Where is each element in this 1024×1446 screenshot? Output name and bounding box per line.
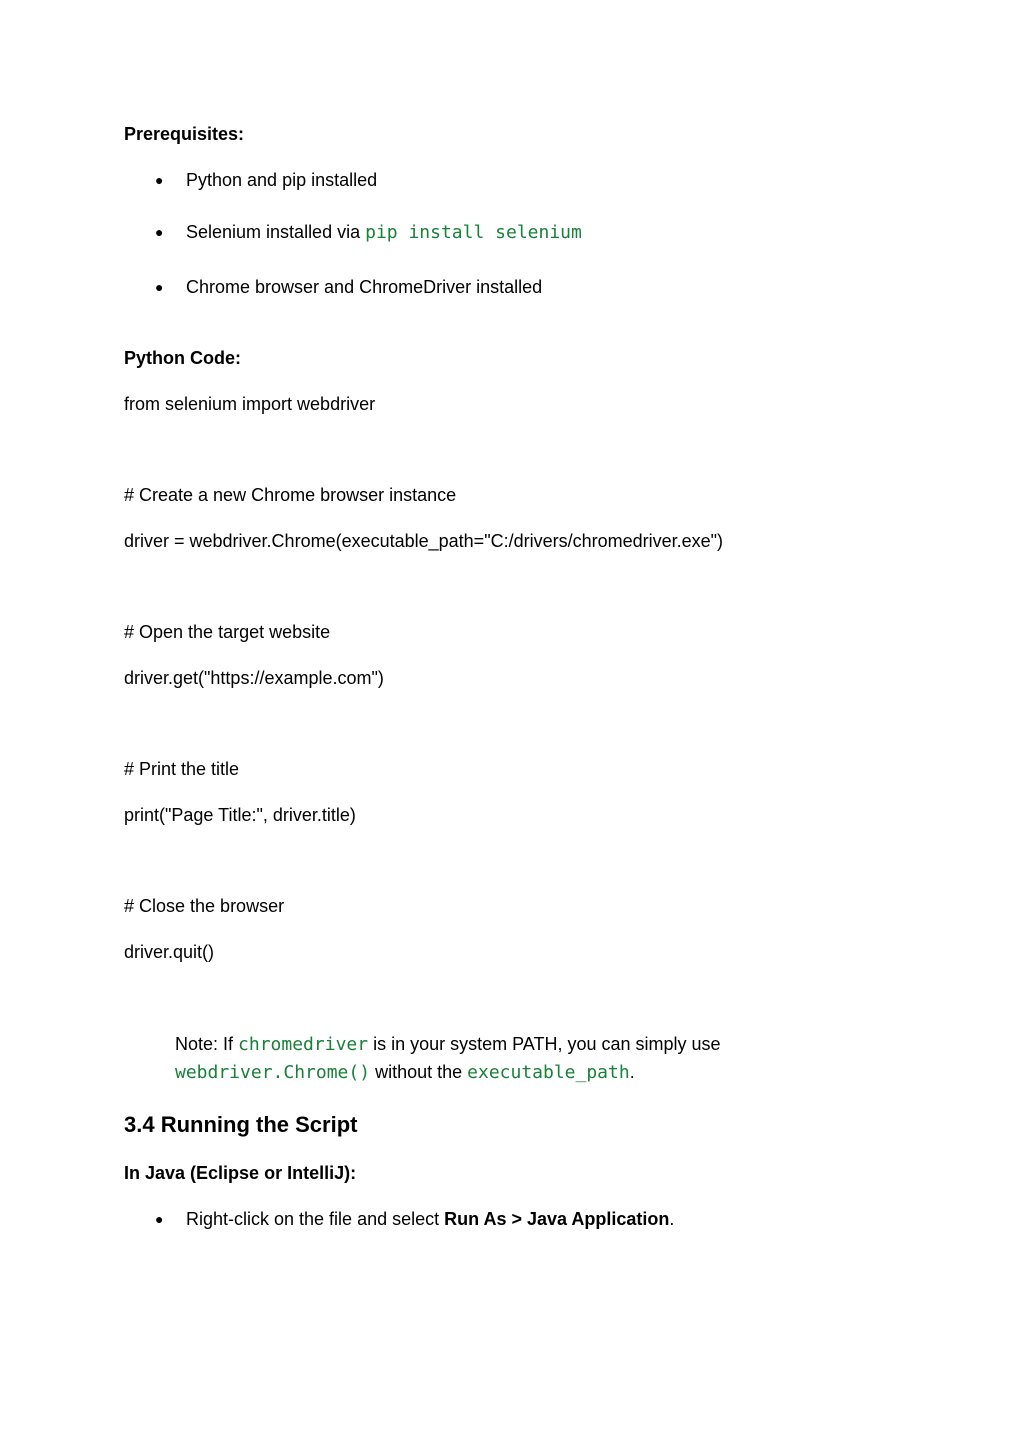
list-item-suffix: . — [669, 1209, 675, 1229]
code-line: print("Page Title:", driver.title) — [124, 805, 356, 825]
inline-code: webdriver.Chrome() — [175, 1062, 371, 1083]
code-line: from selenium import webdriver — [124, 394, 376, 414]
code-comment: # Close the browser — [124, 896, 285, 916]
list-item-label: Right-click on the file and select — [186, 1209, 445, 1229]
inline-code: executable_path — [467, 1062, 630, 1083]
menu-path: Run As > Java Application — [444, 1209, 670, 1229]
note-line-1 — [175, 1033, 721, 1056]
code-line: driver.get("https://example.com") — [124, 668, 384, 688]
subsection-heading: In Java (Eclipse or IntelliJ): — [124, 1163, 357, 1183]
inline-code: pip install selenium — [365, 222, 582, 243]
bullet-icon: ● — [155, 1211, 164, 1227]
note-line-2 — [175, 1061, 635, 1084]
bullet-icon: ● — [155, 172, 164, 188]
prerequisites-heading: Prerequisites: — [124, 124, 245, 144]
list-item-label: Selenium installed via — [186, 222, 366, 242]
note-text: is in your system PATH, you can simply use — [368, 1034, 721, 1054]
bullet-icon: ● — [155, 279, 164, 295]
list-item-text: Chrome browser and ChromeDriver installed — [186, 277, 543, 297]
note-text: without the — [370, 1062, 468, 1082]
bullet-icon: ● — [155, 224, 164, 240]
code-comment: # Open the target website — [124, 622, 331, 642]
list-item-text: Python and pip installed — [186, 170, 378, 190]
inline-code: chromedriver — [238, 1034, 369, 1055]
note-suffix: . — [629, 1062, 635, 1082]
python-code-heading: Python Code: — [124, 348, 241, 368]
list-item-text — [186, 1208, 674, 1230]
code-line: driver.quit() — [124, 942, 215, 962]
list-item-text — [186, 221, 582, 244]
code-comment: # Print the title — [124, 759, 240, 779]
code-line: driver = webdriver.Chrome(executable_path="C:/drivers/chromedriver.exe") — [124, 531, 724, 551]
section-heading: 3.4 Running the Script — [124, 1112, 358, 1137]
code-comment: # Create a new Chrome browser instance — [124, 485, 457, 505]
note-prefix: Note: If — [175, 1034, 239, 1054]
